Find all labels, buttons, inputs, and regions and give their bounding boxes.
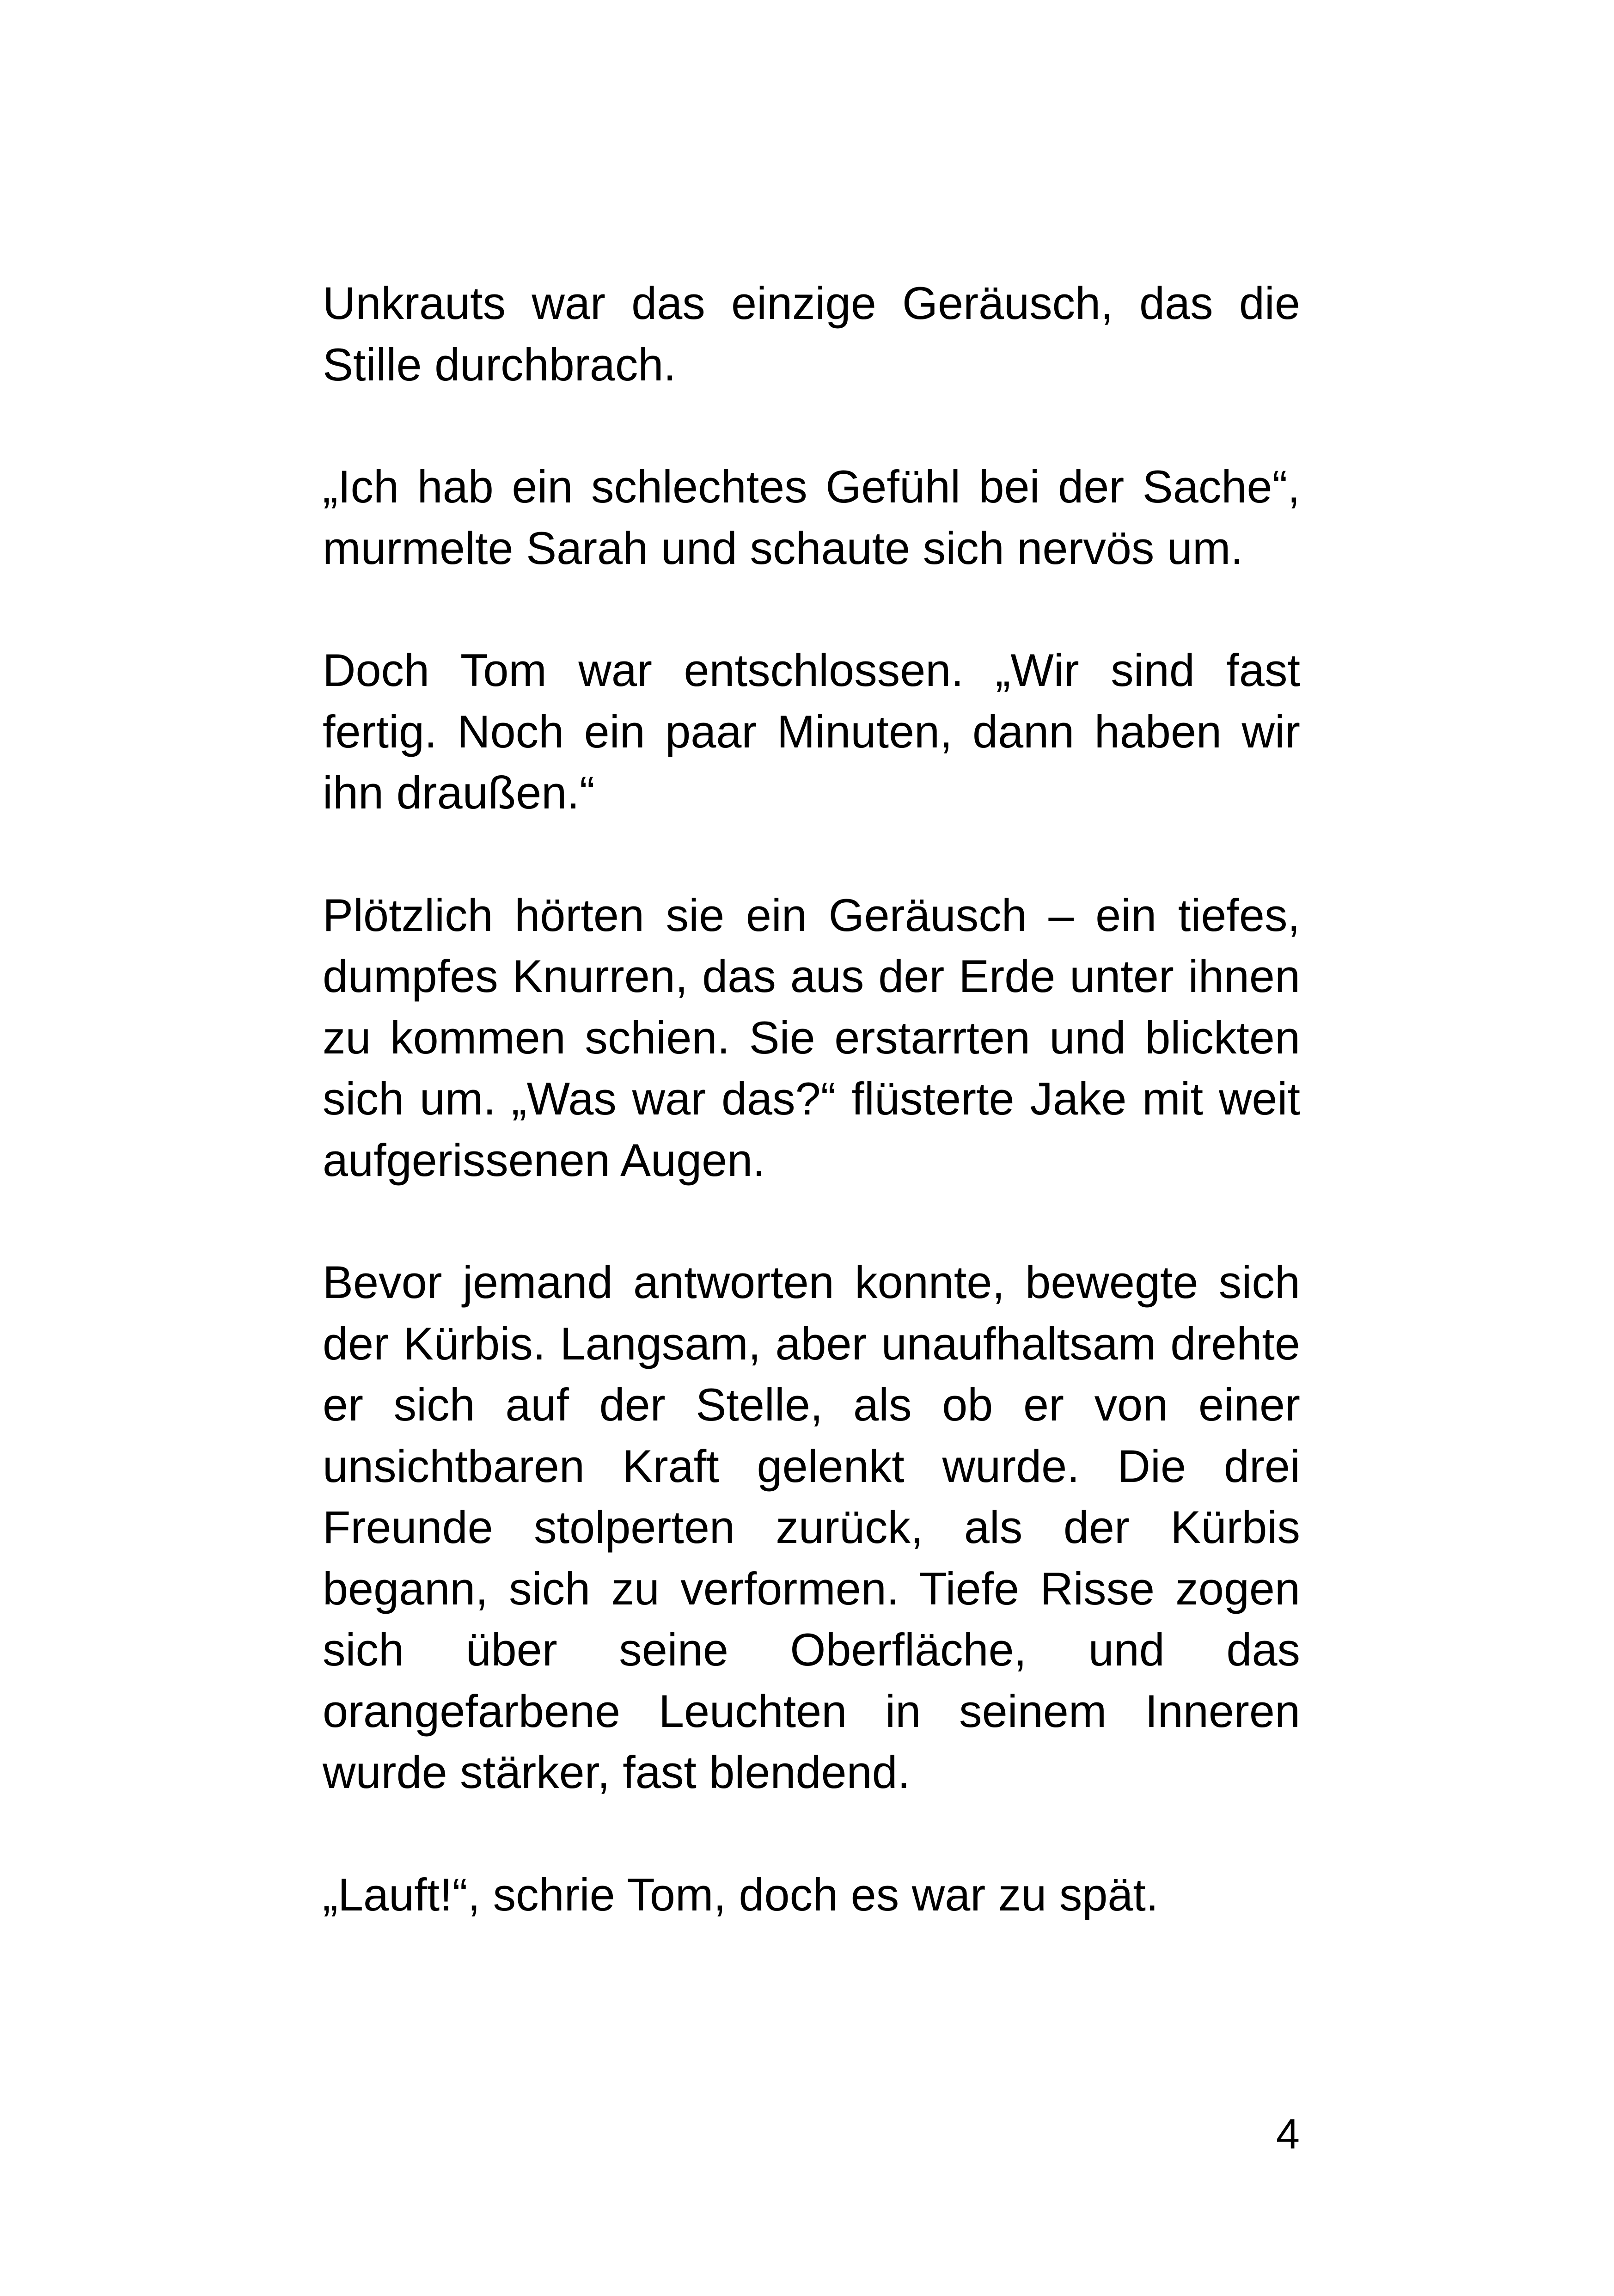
- paragraph-5: Bevor jemand antworten konnte, bewegte sich der Kürbis. Langsam, aber unaufhaltsam drehte er sich auf der Stelle, als ob er von einer unsichtbaren Kraft gelenkt wurde. Die drei Freunde stolperten zurück, als der Kürbis begann, sich zu verformen. Tiefe Risse zogen sich über seine Oberfläche, und das orangefarbene Leuchten in seinem Inneren wurde stärker, fast blendend.: [323, 1256, 1300, 1798]
- body-text: [323, 273, 1300, 1925]
- paragraph-2: „Ich hab ein schlechtes Gefühl bei der Sache“, murmelte Sarah und schaute sich nervös um.: [323, 461, 1300, 574]
- paragraph-4: Plötzlich hörten sie ein Geräusch – ein tiefes, dumpfes Knurren, das aus der Erde unter ihnen zu kommen schien. Sie erstarrten und blickten sich um. „Was war das?“ flüsterte Jake mit weit aufgerissenen Augen.: [323, 889, 1300, 1186]
- paragraph-1: Unkrauts war das einzige Geräusch, das die Stille durchbrach.: [323, 277, 1300, 390]
- paragraph-3: Doch Tom war entschlossen. „Wir sind fast fertig. Noch ein paar Minuten, dann haben wir ihn draußen.“: [323, 644, 1300, 818]
- page-number: 4: [1276, 2111, 1300, 2158]
- paragraph-6: „Lauft!“, schrie Tom, doch es war zu spät.: [323, 1868, 1159, 1920]
